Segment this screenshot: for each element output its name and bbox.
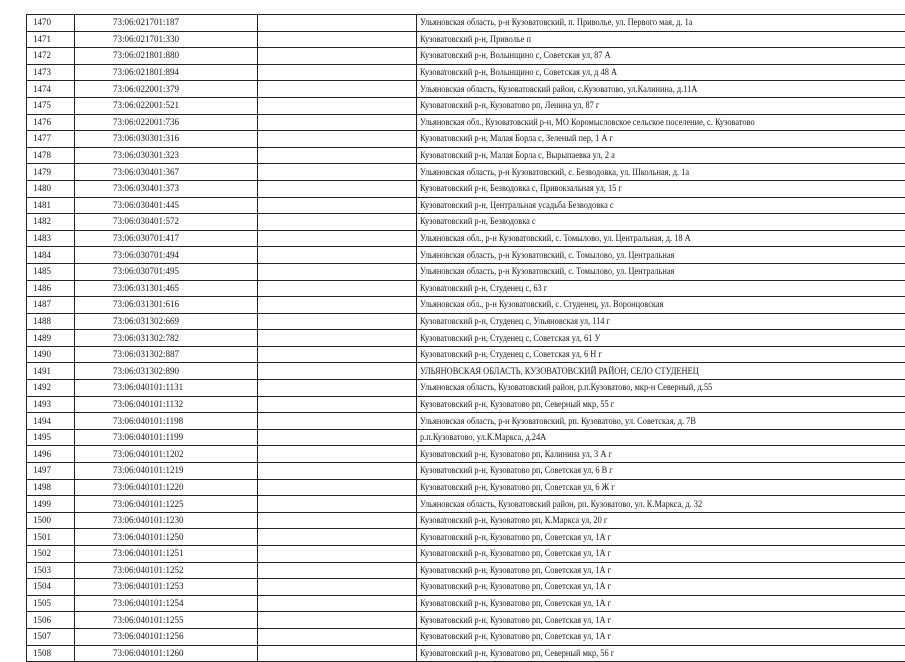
table-row	[27, 562, 905, 579]
address-cell	[417, 81, 905, 98]
empty-cell	[258, 297, 417, 314]
table-row	[27, 180, 905, 197]
address-cell	[417, 97, 905, 114]
cadastral-number-cell: 73:06:040101:1199	[75, 429, 258, 446]
table-row	[27, 297, 905, 314]
address-text: Кузоватовский р-н, Кузоватово рп, Советская ул, 6 В г	[420, 463, 613, 478]
address-cell	[417, 529, 905, 546]
row-number-cell: 1480	[27, 180, 75, 197]
empty-cell	[258, 562, 417, 579]
row-number-cell: 1494	[27, 413, 75, 430]
address-text: Кузоватовский р-н, Кузоватово рп, Советская ул, 1А г	[420, 530, 611, 545]
table-row	[27, 64, 905, 81]
empty-cell	[258, 230, 417, 247]
row-number-cell: 1485	[27, 263, 75, 280]
address-cell	[417, 313, 905, 330]
address-text: Ульяновская обл., р-н Кузоватовский, с. Студенец, ул. Воронцовская	[420, 297, 663, 312]
table-row	[27, 363, 905, 380]
table-row	[27, 164, 905, 181]
address-text: Ульяновская область, Кузоватовский район, р.п.Кузоватово, мкр-н Северный, д.55	[420, 380, 712, 395]
cadastral-number-cell: 73:06:040101:1255	[75, 612, 258, 629]
address-text: Кузоватовский р-н, Кузоватово рп, Северный мкр, 55 г	[420, 397, 614, 412]
address-text: Кузоватовский р-н, Волынщино с, Советская ул, д 48 А	[420, 65, 617, 80]
address-cell	[417, 628, 905, 645]
empty-cell	[258, 380, 417, 397]
cadastral-number-cell: 73:06:031301:465	[75, 280, 258, 297]
empty-cell	[258, 247, 417, 264]
cadastral-number-cell: 73:06:040101:1256	[75, 628, 258, 645]
row-number-cell: 1484	[27, 247, 75, 264]
address-text: Кузоватовский р-н, Кузоватово рп, Калинина ул, 3 А г	[420, 447, 612, 462]
empty-cell	[258, 64, 417, 81]
address-cell	[417, 413, 905, 430]
row-number-cell: 1473	[27, 64, 75, 81]
table-row	[27, 512, 905, 529]
table-row	[27, 15, 905, 32]
cadastral-number-cell: 73:06:030701:494	[75, 247, 258, 264]
address-cell	[417, 48, 905, 65]
row-number-cell: 1506	[27, 612, 75, 629]
cadastral-number-cell: 73:06:021801:894	[75, 64, 258, 81]
address-cell	[417, 330, 905, 347]
empty-cell	[258, 214, 417, 231]
empty-cell	[258, 131, 417, 148]
table-row	[27, 280, 905, 297]
table-row	[27, 446, 905, 463]
row-number-cell: 1474	[27, 81, 75, 98]
address-cell	[417, 64, 905, 81]
address-text: Ульяновская область, р-н Кузоватовский, с. Томылово, ул. Центральная	[420, 248, 674, 263]
cadastral-number-cell: 73:06:031302:669	[75, 313, 258, 330]
address-cell	[417, 446, 905, 463]
cadastral-number-cell: 73:06:030301:323	[75, 147, 258, 164]
address-text: Кузоватовский р-н, Кузоватово рп, Советская ул, 1А г	[420, 629, 611, 644]
table-row	[27, 81, 905, 98]
address-text: Кузоватовский р-н, Центральная усадьба Безводовка с	[420, 198, 614, 213]
row-number-cell: 1496	[27, 446, 75, 463]
empty-cell	[258, 628, 417, 645]
address-cell	[417, 562, 905, 579]
address-cell	[417, 396, 905, 413]
cadastral-number-cell: 73:06:030701:417	[75, 230, 258, 247]
address-cell	[417, 31, 905, 48]
address-text: Кузоватовский р-н, Кузоватово рп, Советская ул, 1А г	[420, 596, 611, 611]
address-text: Кузоватовский р-н, Безводовка с	[420, 214, 536, 229]
table-row	[27, 579, 905, 596]
register-rows	[27, 15, 905, 662]
address-cell	[417, 645, 905, 662]
address-cell	[417, 164, 905, 181]
row-number-cell: 1503	[27, 562, 75, 579]
address-text: Кузоватовский р-н, Студенец с, Ульяновская ул, 114 г	[420, 314, 610, 329]
empty-cell	[258, 280, 417, 297]
row-number-cell: 1508	[27, 645, 75, 662]
address-text: Ульяновская область, Кузоватовский район, рп. Кузоватово, ул. К.Маркса, д. 32	[420, 497, 702, 512]
row-number-cell: 1495	[27, 429, 75, 446]
address-text: Ульяновская область, Кузоватовский район, с.Кузоватово, ул.Калинина, д.11А	[420, 82, 697, 97]
address-text: Кузоватовский р-н, Кузоватово рп, Советская ул, 1А г	[420, 546, 611, 561]
address-cell	[417, 263, 905, 280]
empty-cell	[258, 396, 417, 413]
address-text: Кузоватовский р-н, Студенец с, Советская ул, 61 У	[420, 331, 600, 346]
cadastral-number-cell: 73:06:040101:1202	[75, 446, 258, 463]
address-cell	[417, 131, 905, 148]
empty-cell	[258, 595, 417, 612]
table-row	[27, 197, 905, 214]
table-row	[27, 645, 905, 662]
address-text: Кузоватовский р-н, Малая Борла с, Зеленый пер, 1 А г	[420, 131, 613, 146]
address-text: Кузоватовский р-н, Кузоватово рп, Советская ул, 1А г	[420, 613, 611, 628]
empty-cell	[258, 346, 417, 363]
empty-cell	[258, 529, 417, 546]
address-text: Ульяновская обл., Кузоватовский р-н, МО Коромысловское сельское поселение, с. Кузоватово	[420, 115, 755, 130]
empty-cell	[258, 197, 417, 214]
cadastral-number-cell: 73:06:040101:1230	[75, 512, 258, 529]
row-number-cell: 1504	[27, 579, 75, 596]
cadastral-number-cell: 73:06:040101:1131	[75, 380, 258, 397]
row-number-cell: 1471	[27, 31, 75, 48]
row-number-cell: 1478	[27, 147, 75, 164]
row-number-cell: 1507	[27, 628, 75, 645]
row-number-cell: 1489	[27, 330, 75, 347]
table-row	[27, 463, 905, 480]
empty-cell	[258, 114, 417, 131]
table-row	[27, 263, 905, 280]
empty-cell	[258, 579, 417, 596]
address-cell	[417, 363, 905, 380]
empty-cell	[258, 363, 417, 380]
row-number-cell: 1498	[27, 479, 75, 496]
cadastral-number-cell: 73:06:040101:1252	[75, 562, 258, 579]
empty-cell	[258, 546, 417, 563]
empty-cell	[258, 263, 417, 280]
address-text: Кузоватовский р-н, Малая Борла с, Вырыпаевка ул, 2 а	[420, 148, 615, 163]
address-text: Ульяновская область, р-н Кузоватовский, с. Безводовка, ул. Школьная, д. 1а	[420, 165, 689, 180]
address-text: Кузоватовский р-н, Студенец с, Советская ул, 6 Н г	[420, 347, 602, 362]
row-number-cell: 1475	[27, 97, 75, 114]
empty-cell	[258, 164, 417, 181]
row-number-cell: 1497	[27, 463, 75, 480]
address-cell	[417, 463, 905, 480]
address-cell	[417, 214, 905, 231]
table-row	[27, 529, 905, 546]
address-text: Ульяновская область, р-н Кузоватовский, с. Томылово, ул. Центральная	[420, 264, 674, 279]
cadastral-number-cell: 73:06:040101:1219	[75, 463, 258, 480]
address-cell	[417, 15, 905, 32]
row-number-cell: 1500	[27, 512, 75, 529]
address-text: Кузоватовский р-н, Кузоватово рп, Советская ул, 1А г	[420, 563, 611, 578]
cadastral-number-cell: 73:06:040101:1254	[75, 595, 258, 612]
table-row	[27, 313, 905, 330]
cadastral-number-cell: 73:06:031301:616	[75, 297, 258, 314]
empty-cell	[258, 612, 417, 629]
address-cell	[417, 429, 905, 446]
table-row	[27, 396, 905, 413]
cadastral-number-cell: 73:06:040101:1253	[75, 579, 258, 596]
row-number-cell: 1486	[27, 280, 75, 297]
cadastral-number-cell: 73:06:030701:495	[75, 263, 258, 280]
address-cell	[417, 197, 905, 214]
cadastral-number-cell: 73:06:030401:367	[75, 164, 258, 181]
cadastral-number-cell: 73:06:031302:890	[75, 363, 258, 380]
address-text: Кузоватовский р-н, Студенец с, 63 г	[420, 281, 547, 296]
cadastral-number-cell: 73:06:030401:373	[75, 180, 258, 197]
cadastral-number-cell: 73:06:040101:1132	[75, 396, 258, 413]
table-row	[27, 147, 905, 164]
table-row	[27, 612, 905, 629]
empty-cell	[258, 48, 417, 65]
table-row	[27, 131, 905, 148]
address-text: Кузоватовский р-н, Кузоватово рп, Северный мкр, 56 г	[420, 646, 614, 661]
cadastral-number-cell: 73:06:040101:1251	[75, 546, 258, 563]
empty-cell	[258, 512, 417, 529]
cadastral-number-cell: 73:06:022001:736	[75, 114, 258, 131]
empty-cell	[258, 413, 417, 430]
row-number-cell: 1482	[27, 214, 75, 231]
address-text: Ульяновская область, р-н Кузоватовский, п. Приволье, ул. Первого мая, д. 1а	[420, 15, 693, 30]
cadastral-number-cell: 73:06:040101:1250	[75, 529, 258, 546]
table-row	[27, 479, 905, 496]
empty-cell	[258, 429, 417, 446]
address-cell	[417, 479, 905, 496]
empty-cell	[258, 15, 417, 32]
row-number-cell: 1491	[27, 363, 75, 380]
table-row	[27, 97, 905, 114]
address-cell	[417, 297, 905, 314]
cadastral-number-cell: 73:06:030401:572	[75, 214, 258, 231]
table-row	[27, 114, 905, 131]
row-number-cell: 1488	[27, 313, 75, 330]
address-cell	[417, 496, 905, 513]
address-cell	[417, 147, 905, 164]
address-cell	[417, 612, 905, 629]
cadastral-number-cell: 73:06:040101:1260	[75, 645, 258, 662]
table-row	[27, 380, 905, 397]
row-number-cell: 1487	[27, 297, 75, 314]
row-number-cell: 1492	[27, 380, 75, 397]
cadastral-number-cell: 73:06:021701:187	[75, 15, 258, 32]
address-text: Кузоватовский р-н, Кузоватово рп, К.Маркса ул, 20 г	[420, 513, 607, 528]
cadastral-number-cell: 73:06:022001:521	[75, 97, 258, 114]
row-number-cell: 1490	[27, 346, 75, 363]
table-row	[27, 595, 905, 612]
address-text: Ульяновская обл., р-н Кузоватовский, с. Томылово, ул. Центральная, д. 18 А	[420, 231, 691, 246]
table-row	[27, 214, 905, 231]
table-row	[27, 413, 905, 430]
cadastral-number-cell: 73:06:022001:379	[75, 81, 258, 98]
empty-cell	[258, 446, 417, 463]
row-number-cell: 1470	[27, 15, 75, 32]
address-cell	[417, 346, 905, 363]
empty-cell	[258, 496, 417, 513]
row-number-cell: 1481	[27, 197, 75, 214]
cadastral-number-cell: 73:06:031302:887	[75, 346, 258, 363]
row-number-cell: 1499	[27, 496, 75, 513]
empty-cell	[258, 330, 417, 347]
table-row	[27, 496, 905, 513]
cadastral-number-cell: 73:06:031302:782	[75, 330, 258, 347]
empty-cell	[258, 147, 417, 164]
address-text: УЛЬЯНОВСКАЯ ОБЛАСТЬ, КУЗОВАТОВСКИЙ РАЙОН, СЕЛО СТУДЕНЕЦ	[420, 364, 699, 379]
table-row	[27, 346, 905, 363]
property-register-table	[26, 14, 905, 662]
address-text: Кузоватовский р-н, Кузоватово рп, Советская ул, 6 Ж г	[420, 480, 615, 495]
cadastral-number-cell: 73:06:030401:445	[75, 197, 258, 214]
address-cell	[417, 546, 905, 563]
empty-cell	[258, 180, 417, 197]
address-text: Кузоватовский р-н, Кузоватово рп, Советская ул, 1А г	[420, 579, 611, 594]
row-number-cell: 1505	[27, 595, 75, 612]
row-number-cell: 1479	[27, 164, 75, 181]
address-cell	[417, 512, 905, 529]
empty-cell	[258, 313, 417, 330]
cadastral-number-cell: 73:06:021701:330	[75, 31, 258, 48]
address-text: Кузоватовский р-н, Безводовка с, Привокзальная ул, 15 г	[420, 181, 622, 196]
address-text: Кузоватовский р-н, Приволье п	[420, 32, 531, 47]
table-row	[27, 546, 905, 563]
empty-cell	[258, 479, 417, 496]
address-cell	[417, 579, 905, 596]
address-cell	[417, 380, 905, 397]
cadastral-number-cell: 73:06:040101:1220	[75, 479, 258, 496]
address-cell	[417, 280, 905, 297]
empty-cell	[258, 81, 417, 98]
table-row	[27, 48, 905, 65]
address-text: Кузоватовский р-н, Кузоватово рп, Ленина ул, 87 г	[420, 98, 599, 113]
row-number-cell: 1483	[27, 230, 75, 247]
cadastral-number-cell: 73:06:030301:316	[75, 131, 258, 148]
table-row	[27, 429, 905, 446]
empty-cell	[258, 31, 417, 48]
address-cell	[417, 180, 905, 197]
address-text: Ульяновская область, р-н Кузоватовский, рп. Кузоватово, ул. Советская, д. 7В	[420, 414, 696, 429]
row-number-cell: 1502	[27, 546, 75, 563]
address-cell	[417, 595, 905, 612]
cadastral-number-cell: 73:06:040101:1198	[75, 413, 258, 430]
empty-cell	[258, 97, 417, 114]
row-number-cell: 1476	[27, 114, 75, 131]
row-number-cell: 1493	[27, 396, 75, 413]
empty-cell	[258, 463, 417, 480]
table-row	[27, 247, 905, 264]
row-number-cell: 1477	[27, 131, 75, 148]
address-text: Кузоватовский р-н, Волынщино с, Советская ул, 87 А	[420, 48, 611, 63]
empty-cell	[258, 645, 417, 662]
table-row	[27, 230, 905, 247]
address-cell	[417, 247, 905, 264]
cadastral-number-cell: 73:06:021801:880	[75, 48, 258, 65]
table-row	[27, 330, 905, 347]
row-number-cell: 1501	[27, 529, 75, 546]
table-row	[27, 628, 905, 645]
address-cell	[417, 114, 905, 131]
row-number-cell: 1472	[27, 48, 75, 65]
table-row	[27, 31, 905, 48]
address-cell	[417, 230, 905, 247]
cadastral-number-cell: 73:06:040101:1225	[75, 496, 258, 513]
address-text: р.п.Кузоватово, ул.К.Маркса, д.24А	[420, 430, 546, 445]
